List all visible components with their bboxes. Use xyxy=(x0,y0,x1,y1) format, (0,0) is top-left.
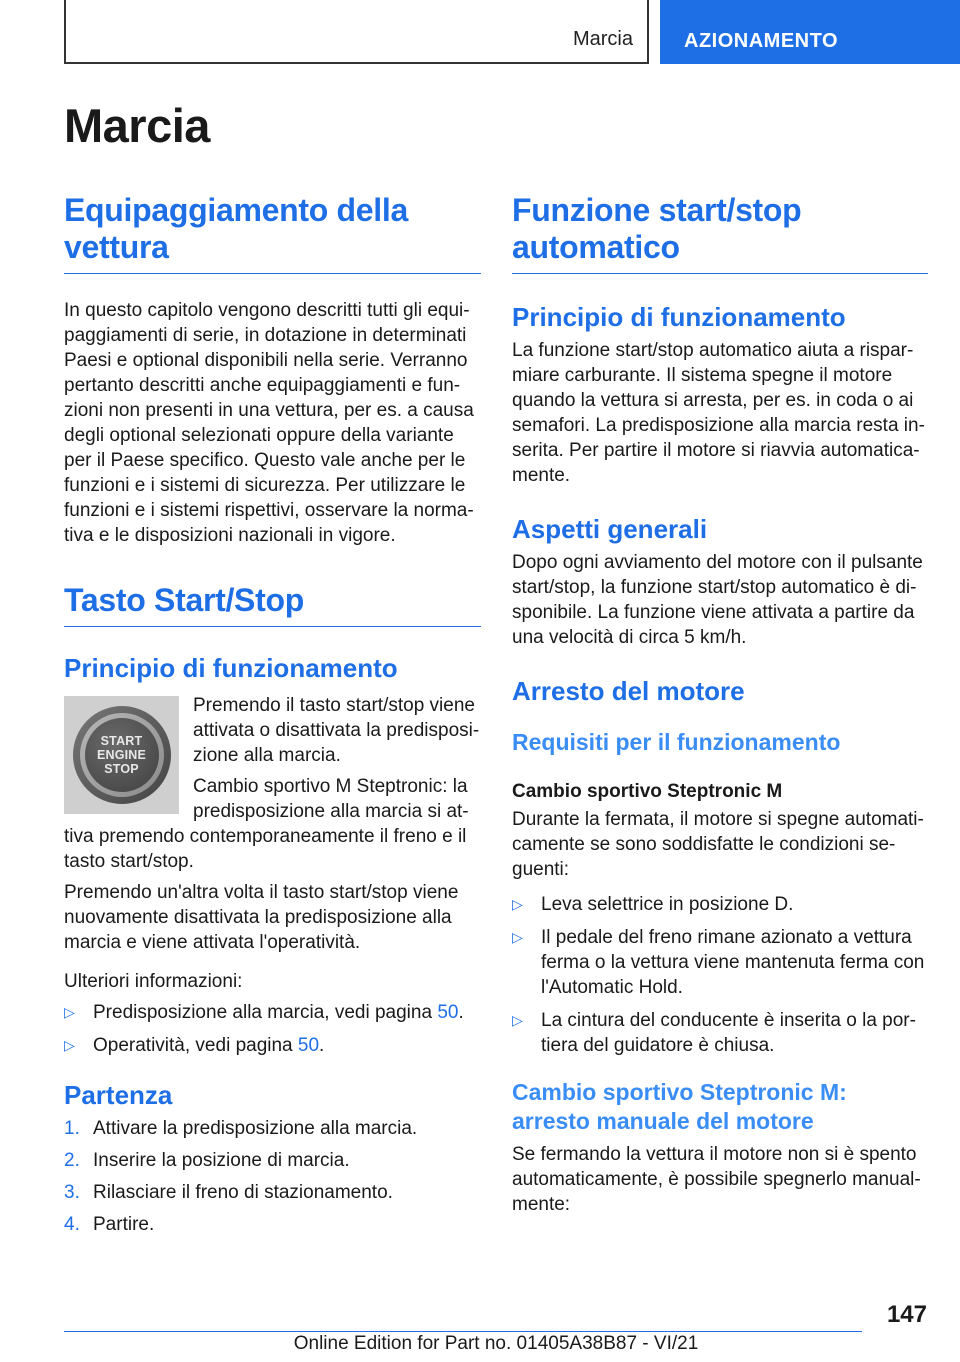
departure-steps xyxy=(64,1116,481,1237)
requirements-paragraph: Durante la fermata, il motore si spegne automati-camente se sono soddisfatte le condizioni se-guenti: xyxy=(512,809,924,880)
subheading-requirements: Requisiti per il funzionamento xyxy=(512,729,841,755)
page-link-50[interactable]: 50 xyxy=(437,1002,459,1023)
list-item: 4. Partire. xyxy=(64,1214,155,1235)
button-text-engine: ENGINE xyxy=(96,748,147,762)
list-item: ▷ La cintura del conducente è inserita o la por-tiera del guidatore è chiusa. xyxy=(512,1010,916,1056)
start-stop-paragraph-1: Premendo il tasto start/stop viene attivata o disattivata la predisposi-zione alla marcia. xyxy=(193,695,480,766)
subheading-manual-stop: Cambio sportivo Steptronic M: arresto manuale del motore xyxy=(512,1079,847,1134)
triangle-bullet-icon: ▷ xyxy=(512,896,523,912)
subheading-departure: Partenza xyxy=(64,1080,173,1110)
subheading-general: Aspetti generali xyxy=(512,514,708,544)
more-info-list xyxy=(64,1000,481,1058)
subheading-principle-right: Principio di funzionamento xyxy=(512,302,846,332)
button-text-stop: STOP xyxy=(104,762,139,776)
list-item: ▷ Predisposizione alla marcia, vedi pagina 50. xyxy=(64,1002,464,1023)
subheading-principle: Principio di funzionamento xyxy=(64,653,398,683)
list-item: 2. Inserire la posizione di marcia. xyxy=(64,1150,350,1171)
page-title: Marcia xyxy=(64,99,210,152)
start-stop-section xyxy=(64,693,481,880)
subheading-engine-stop: Arresto del motore xyxy=(512,676,745,706)
right-column xyxy=(512,192,928,1217)
triangle-bullet-icon: ▷ xyxy=(512,1012,523,1028)
equipment-paragraph: In questo capitolo vengono descritti tutti gli equi-paggiamenti di serie, in dotazione in determinati Paesi e optional disponibili nella serie. Verranno pertanto descritti anche equipaggiamenti e fun-zioni non presenti in una vettura, per es. a causa degli optional selezionati oppure della variante per il Paese specifico. Questo vale anche per le funzioni e i sistemi di sicurezza. Per utilizzare le funzioni e i sistemi rispettivi, osservare la norma-tiva e le disposizioni nazionali in vigore. xyxy=(64,300,474,546)
page-number: 147 xyxy=(886,1301,927,1328)
header-chapter xyxy=(660,0,960,64)
triangle-bullet-icon: ▷ xyxy=(64,1004,75,1020)
start-stop-paragraph-3: Premendo un'altra volta il tasto start/stop viene nuovamente disattivata la predisposizione alla marcia e viene attivata l'operatività. xyxy=(64,882,459,953)
header-chapter-label: AZIONAMENTO xyxy=(684,30,839,52)
heading-auto-start-stop: Funzione start/stop automatico xyxy=(512,192,928,274)
manual-stop-paragraph: Se fermando la vettura il motore non si è spento automaticamente, è possibile spegnerlo manual-mente: xyxy=(512,1144,921,1215)
list-item: ▷ Il pedale del freno rimane azionato a vettura ferma o la vettura viene mantenuta ferma con l'Automatic Hold. xyxy=(512,927,925,998)
start-stop-paragraph-2: Cambio sportivo M Steptronic: la predisposizione alla marcia si at-tiva premendo contemporaneamente il freno e il tasto start/stop. xyxy=(64,776,469,872)
heading-equipment: Equipaggiamento della vettura xyxy=(64,192,481,274)
subheading-steptronic: Cambio sportivo Steptronic M xyxy=(512,781,783,802)
footer-divider xyxy=(64,1331,862,1332)
list-item: 3. Rilasciare il freno di stazionamento. xyxy=(64,1182,393,1203)
more-info-label: Ulteriori informazioni: xyxy=(64,971,243,992)
principle-paragraph: La funzione start/stop automatico aiuta a rispar-miare carburante. Il sistema spegne il motore quando la vettura si arresta, per es. in coda o ai semafori. La predisposizione alla marcia resta in-serita. Per partire il motore si riavvia automatica-mente. xyxy=(512,340,925,486)
conditions-list xyxy=(512,892,928,1058)
footer-edition: Online Edition for Part no. 01405A38B87 - VI/21 xyxy=(293,1333,699,1354)
heading-start-stop: Tasto Start/Stop xyxy=(64,582,481,627)
list-item: ▷ Operatività, vedi pagina 50. xyxy=(64,1035,325,1056)
list-item: 1. Attivare la predisposizione alla marcia. xyxy=(64,1118,418,1139)
general-paragraph: Dopo ogni avviamento del motore con il pulsante start/stop, la funzione start/stop automatico è di-sponibile. La funzione viene attivata a partire da una velocità di circa 5 km/h. xyxy=(512,552,923,648)
header-section-label: Marcia xyxy=(572,28,633,50)
list-item: ▷ Leva selettrice in posizione D. xyxy=(512,894,794,915)
left-column xyxy=(64,192,481,1244)
header-section xyxy=(64,0,649,64)
start-stop-button-icon xyxy=(64,696,179,814)
triangle-bullet-icon: ▷ xyxy=(64,1037,75,1053)
page-link-50[interactable]: 50 xyxy=(297,1035,320,1056)
triangle-bullet-icon: ▷ xyxy=(512,929,523,945)
button-text-start: START xyxy=(100,734,143,748)
